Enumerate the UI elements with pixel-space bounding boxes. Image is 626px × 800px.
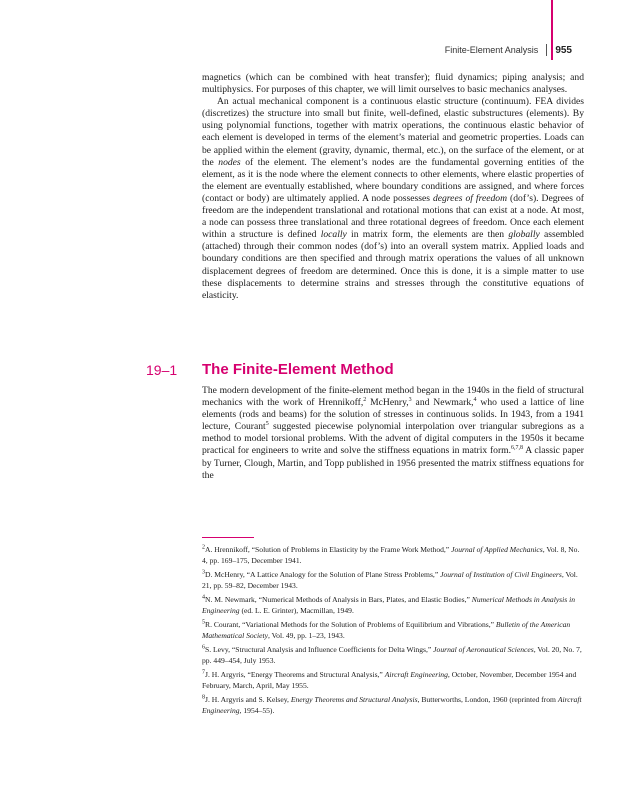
footnote: $^2$A. Hrennikoff, “Solution of Problems in Elasticity by the Frame Work Method,” Journal of Applied Mechanics, Vol. 8, No. 4, pp. 169–175, December 1941.: [202, 544, 580, 566]
running-head-title: Finite-Element Analysis: [444, 45, 539, 55]
section-paragraph: The modern development of the finite-element method began in the 1940s in the field of structural mechanics with the work of Hrennikoff,$^2$ McHenry,$^3$ and Newmark,$^4$ who used a lattice of line elements (rods and beams) for the solution of stresses in continuous solids. In 1943, from a 1941 lecture, Courant$^5$ suggested piecewise polynomial interpolation over triangular subregions as a method to model torsional problems. With the advent of digital computers in the 1950s it became practical for engineers to write and solve the stiffness equations in matrix form.$^{6,7,8}$ A classic paper by Turner, Clough, Martin, and Topp published in 1956 presented the matrix stiffness equations for the: [202, 385, 584, 481]
term-nodes: nodes: [218, 156, 241, 168]
page-number: 955: [555, 44, 572, 56]
footnote-ref[interactable]: 5: [265, 421, 269, 428]
term-degrees-of-freedom: degrees of freedom: [432, 192, 508, 204]
intro-text: [202, 72, 584, 302]
section-text: [202, 385, 584, 482]
footnote: $^5$R. Courant, “Variational Methods for the Solution of Problems of Equilibrium and Vibrations,” Bulletin of the American Mathematical Society, Vol. 49, pp. 1–23, 1943.: [202, 619, 571, 641]
running-head-divider: [546, 44, 547, 56]
footnote: $^4$N. M. Newmark, “Numerical Methods of Analysis in Bars, Plates, and Elastic Bodies,” Numerical Methods in Analysis in Engineering (ed. L. E. Grinter), Macmillan, 1949.: [202, 594, 576, 616]
term-globally: globally: [508, 229, 540, 241]
term-locally: locally: [320, 229, 347, 241]
footnote: $^6$S. Levy, “Structural Analysis and Influence Coefficients for Delta Wings,” Journal of Aeronautical Sciences, Vol. 20, No. 7, pp. 449–454, July 1953.: [202, 644, 582, 666]
footnote: $^8$J. H. Argyris and S. Kelsey, Energy Theorems and Structural Analysis, Butterworths, London, 1960 (reprinted from Aircraft Engineering, 1954–55).: [202, 694, 582, 716]
footnote: $^7$J. H. Argyris, “Energy Theorems and Structural Analysis,” Aircraft Engineering, October, November, December 1954 and February, March, April, May 1955.: [202, 669, 577, 691]
footnotes: [202, 544, 584, 719]
footnote-ref[interactable]: 2: [363, 396, 367, 403]
footnote-ref[interactable]: 3: [408, 396, 412, 403]
intro-paragraph-1: magnetics (which can be combined with heat transfer); fluid dynamics; piping analysis; and multiphysics. For purposes of this chapter, we will limit ourselves to basic mechanics analyses.: [202, 72, 584, 96]
footnote-rule: [202, 537, 254, 538]
section-title: The Finite-Element Method: [202, 361, 394, 378]
footnote-ref[interactable]: 6,7,8: [511, 445, 524, 452]
footnote-ref[interactable]: 4: [473, 396, 477, 403]
section-number: 19–1: [146, 362, 178, 378]
intro-paragraph-2: An actual mechanical component is a continuous elastic structure (continuum). FEA divides (discretizes) the structure into small but finite, well-defined, elastic substructures (elements). By using polynomial functions, together with matrix operations, the continuous elastic behavior of each element is developed in terms of the element’s material and geometric properties. Loads can be applied within the element (gravity, dynamic, thermal, etc.), on the surface of the element, or at the nodes of the element. The element’s nodes are the fundamental governing entities of the element, as it is the node where the element connects to other elements, where elastic properties of the element are eventually established, where boundary conditions are assigned, and where forces (contact or body) are ultimately applied. A node possesses degrees of freedom (dof’s). Degrees of freedom are the independent translational and rotational motions that can exist at a node. At most, a node can possess three translational and three rotational degrees of freedom. Once each element within a structure is defined locally in matrix form, the elements are then globally assembled (attached) through their common nodes (dof’s) into an overall system matrix. Applied loads and boundary conditions are then specified and through matrix operations the values of all unknown displacement degrees of freedom are determined. Once this is done, it is a simple matter to use these displacements to determine strains and stresses through the constitutive equations of elasticity.: [202, 96, 584, 301]
running-head: [445, 44, 572, 56]
footnote: $^3$D. McHenry, “A Lattice Analogy for the Solution of Plane Stress Problems,” Journal of Institution of Civil Engineers, Vol. 21, pp. 59–82, December 1943.: [202, 569, 578, 591]
